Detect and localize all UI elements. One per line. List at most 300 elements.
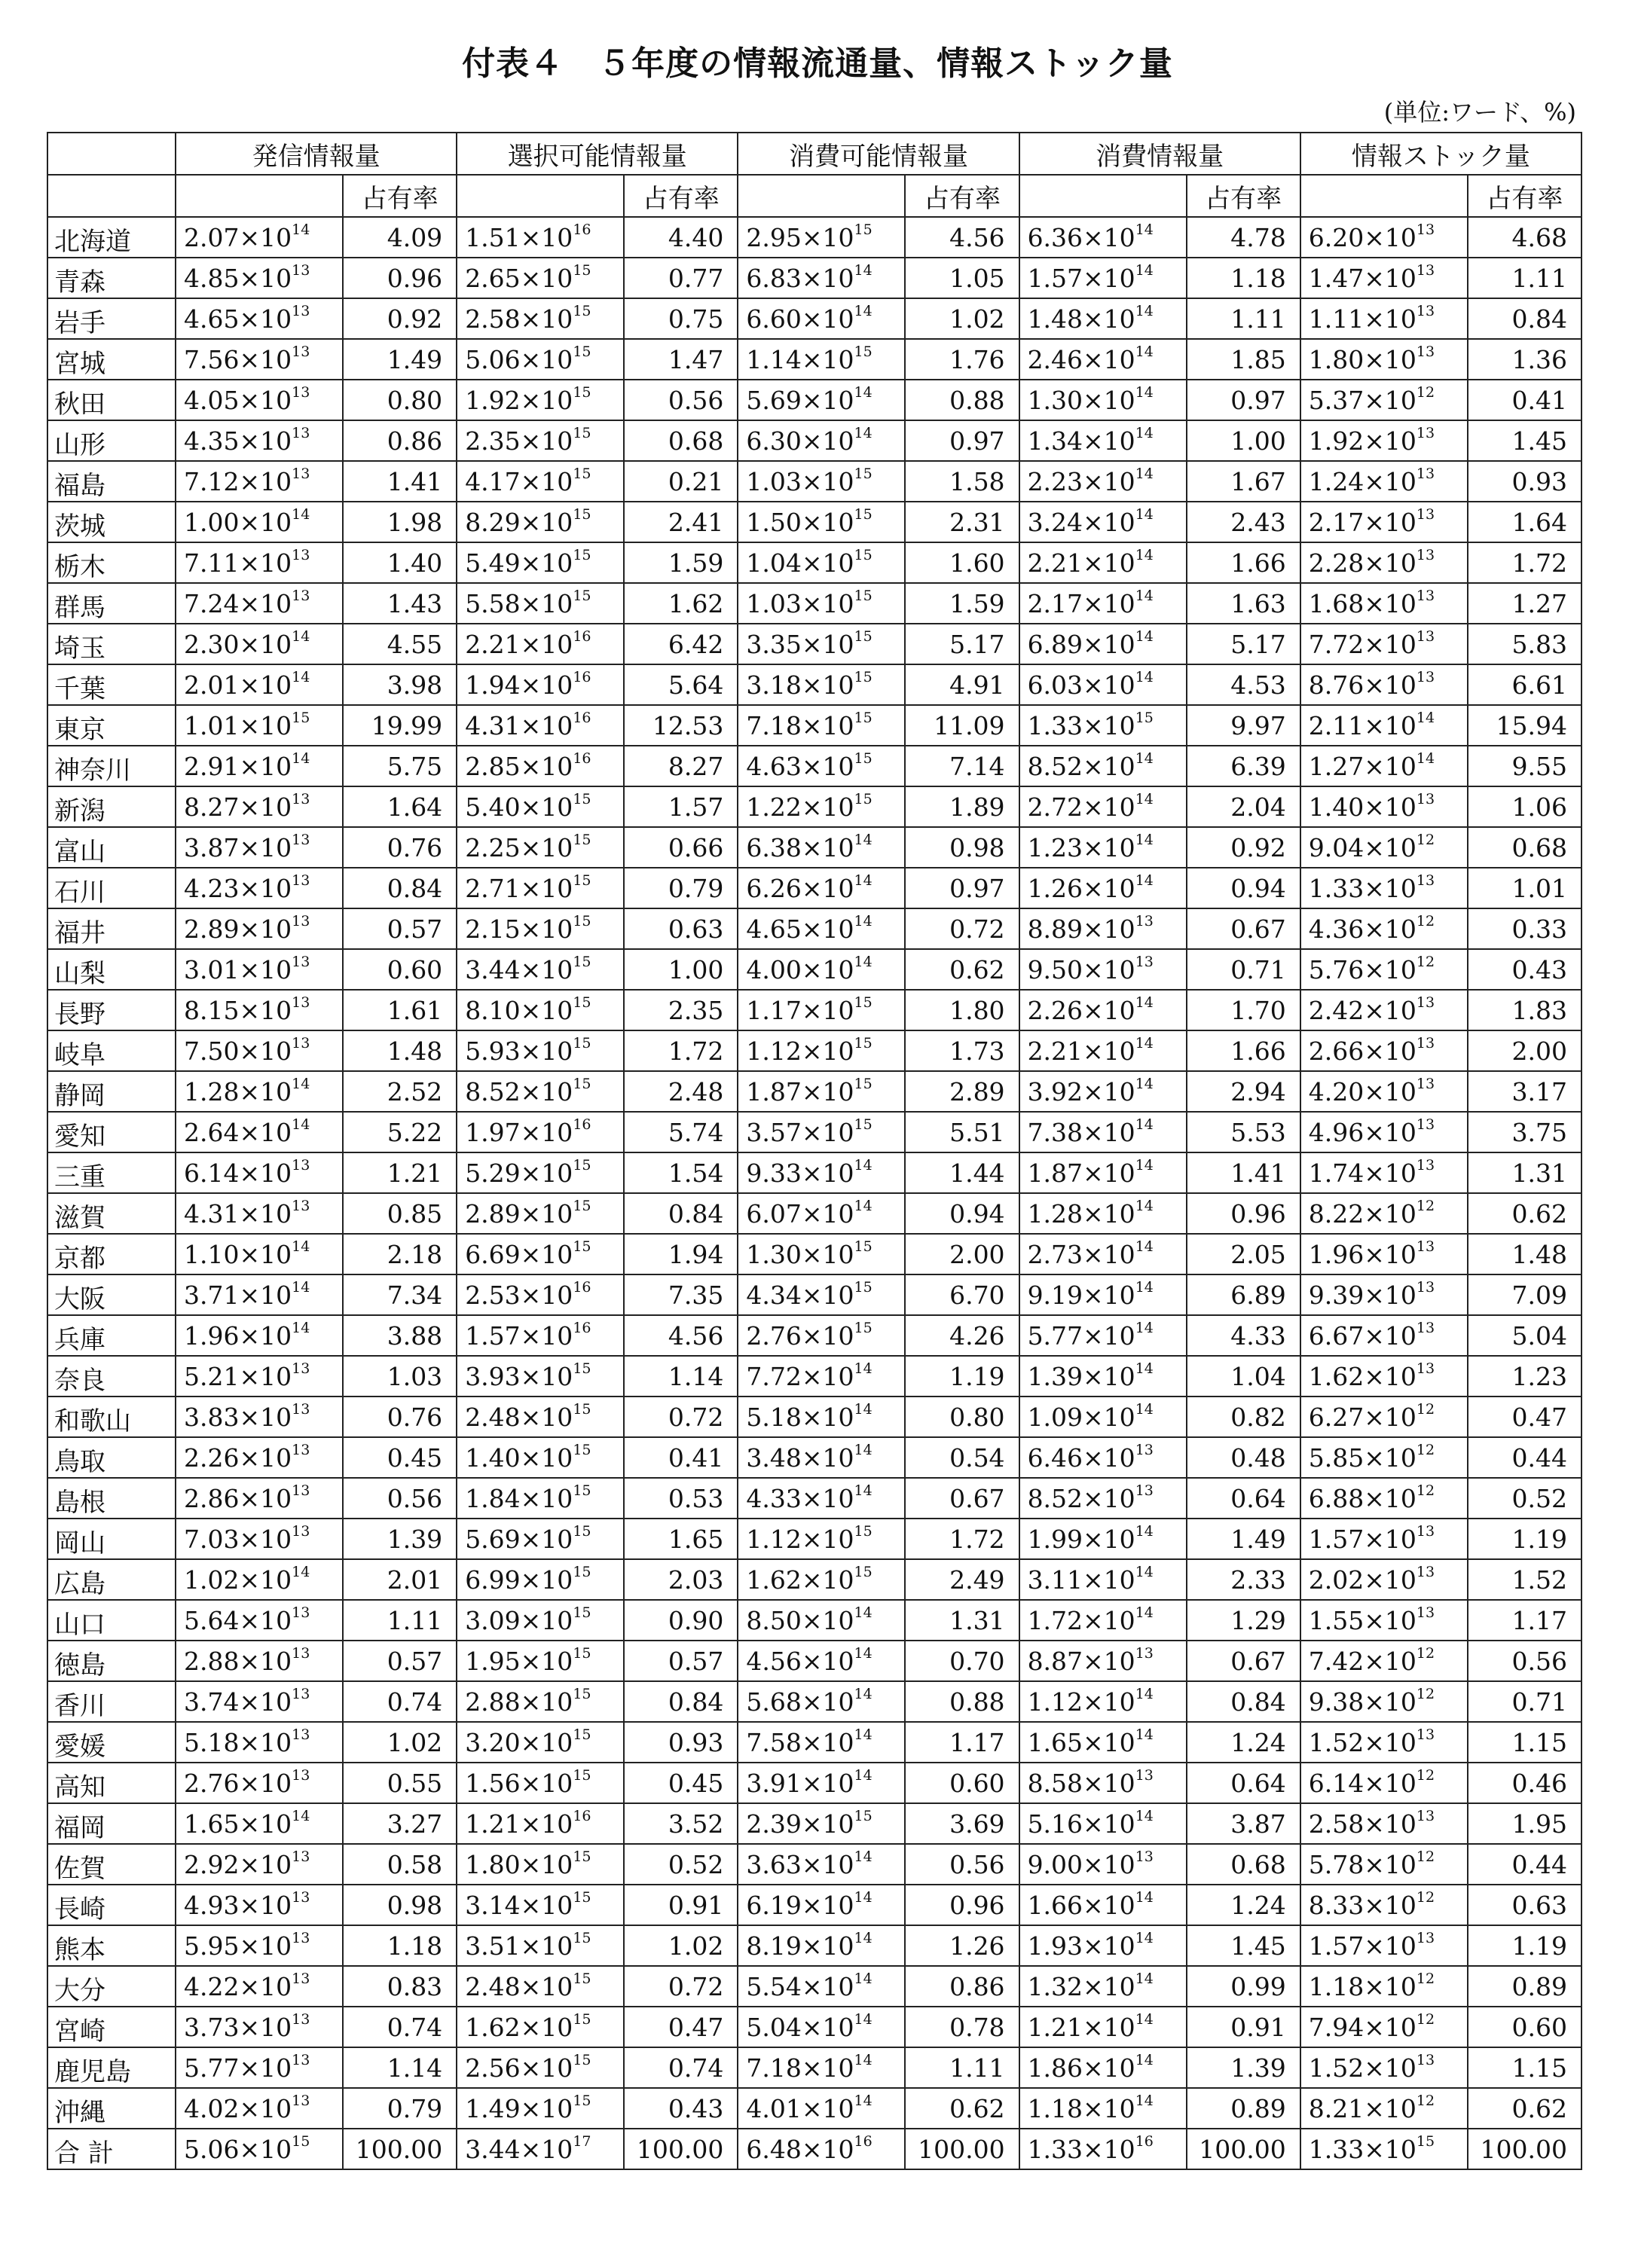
mantissa: 2.95×10 xyxy=(746,222,854,252)
share-cell: 0.54 xyxy=(905,1437,1019,1478)
exponent: 12 xyxy=(1416,1685,1435,1702)
mantissa: 1.18×10 xyxy=(1308,1971,1416,2001)
exponent: 15 xyxy=(573,953,591,970)
exponent: 13 xyxy=(1135,1482,1154,1499)
mantissa: 1.56×10 xyxy=(465,1768,573,1798)
exponent: 15 xyxy=(573,505,591,523)
mantissa: 1.11×10 xyxy=(1308,304,1416,334)
exponent: 13 xyxy=(292,1766,310,1784)
share-cell: 2.48 xyxy=(624,1071,738,1112)
mantissa: 1.57×10 xyxy=(465,1320,573,1351)
share-cell: 0.56 xyxy=(624,380,738,420)
table-row xyxy=(47,1559,1582,1600)
prefecture-name: 福島 xyxy=(47,461,176,502)
prefecture-name: 滋賀 xyxy=(47,1193,176,1234)
prefecture-name: 長崎 xyxy=(47,1885,176,1925)
exponent: 15 xyxy=(573,1075,591,1092)
amount-cell xyxy=(1019,705,1187,746)
exponent: 14 xyxy=(1135,261,1154,279)
mantissa: 2.91×10 xyxy=(184,751,292,781)
table-row xyxy=(47,624,1582,664)
prefecture-name: 三重 xyxy=(47,1152,176,1193)
exponent: 15 xyxy=(573,1929,591,1946)
mantissa: 2.66×10 xyxy=(1308,1036,1416,1066)
share-cell: 0.62 xyxy=(1468,2088,1582,2129)
mantissa: 4.05×10 xyxy=(184,385,292,415)
table-row xyxy=(47,1681,1582,1722)
mantissa: 3.91×10 xyxy=(746,1768,854,1798)
mantissa: 2.21×10 xyxy=(1027,548,1135,578)
amount-cell xyxy=(738,1844,905,1885)
amount-cell xyxy=(738,1356,905,1397)
share-cell: 0.94 xyxy=(905,1193,1019,1234)
mantissa: 1.84×10 xyxy=(465,1483,573,1513)
exponent: 14 xyxy=(854,1604,873,1621)
amount-cell xyxy=(1300,1844,1468,1885)
mantissa: 1.72×10 xyxy=(1027,1605,1135,1635)
amount-cell xyxy=(1300,1559,1468,1600)
amount-cell xyxy=(1019,1234,1187,1274)
mantissa: 1.80×10 xyxy=(465,1849,573,1879)
exponent: 14 xyxy=(1416,709,1435,726)
mantissa: 6.69×10 xyxy=(465,1239,573,1269)
mantissa: 6.89×10 xyxy=(1027,629,1135,659)
table-row xyxy=(47,1274,1582,1315)
share-cell: 0.97 xyxy=(1187,380,1300,420)
exponent: 15 xyxy=(573,1034,591,1052)
mantissa: 6.03×10 xyxy=(1027,670,1135,700)
exponent: 15 xyxy=(573,343,591,360)
sub-header-empty xyxy=(1019,175,1187,217)
amount-cell xyxy=(738,1071,905,1112)
amount-cell xyxy=(176,583,343,624)
mantissa: 5.06×10 xyxy=(465,344,573,374)
amount-cell xyxy=(738,908,905,949)
exponent: 14 xyxy=(1135,302,1154,319)
share-cell: 1.72 xyxy=(624,1030,738,1071)
exponent: 13 xyxy=(292,546,310,563)
share-cell: 0.41 xyxy=(624,1437,738,1478)
exponent: 14 xyxy=(1135,627,1154,645)
prefecture-name: 合 計 xyxy=(47,2129,176,2169)
share-cell: 5.17 xyxy=(905,624,1019,664)
mantissa: 1.96×10 xyxy=(1308,1239,1416,1269)
exponent: 13 xyxy=(1416,505,1435,523)
exponent: 13 xyxy=(1416,668,1435,685)
exponent: 14 xyxy=(1135,2010,1154,2028)
share-cell: 1.98 xyxy=(343,502,457,542)
prefecture-name: 徳島 xyxy=(47,1641,176,1681)
exponent: 15 xyxy=(854,1238,873,1255)
exponent: 12 xyxy=(1416,1644,1435,1662)
exponent: 14 xyxy=(854,953,873,970)
prefecture-name: 長野 xyxy=(47,990,176,1030)
amount-cell xyxy=(176,1681,343,1722)
share-cell: 0.44 xyxy=(1468,1844,1582,1885)
exponent: 14 xyxy=(1135,1563,1154,1580)
table-row xyxy=(47,664,1582,705)
share-cell: 0.67 xyxy=(1187,1641,1300,1681)
exponent: 14 xyxy=(1135,1970,1154,1987)
exponent: 15 xyxy=(573,1726,591,1743)
table-row xyxy=(47,1763,1582,1803)
amount-cell xyxy=(1019,258,1187,298)
exponent: 15 xyxy=(1135,709,1154,726)
exponent: 14 xyxy=(854,1482,873,1499)
share-cell: 0.57 xyxy=(343,1641,457,1681)
amount-cell xyxy=(1019,664,1187,705)
amount-cell xyxy=(738,990,905,1030)
share-cell: 2.04 xyxy=(1187,786,1300,827)
exponent: 14 xyxy=(1135,1929,1154,1946)
mantissa: 2.85×10 xyxy=(465,751,573,781)
mantissa: 5.40×10 xyxy=(465,792,573,822)
exponent: 15 xyxy=(854,343,873,360)
mantissa: 2.07×10 xyxy=(184,222,292,252)
mantissa: 1.66×10 xyxy=(1027,1890,1135,1920)
exponent: 15 xyxy=(854,668,873,685)
amount-cell xyxy=(1019,542,1187,583)
mantissa: 7.56×10 xyxy=(184,344,292,374)
amount-cell xyxy=(1300,1030,1468,1071)
table-row xyxy=(47,339,1582,380)
amount-cell xyxy=(1300,1966,1468,2007)
table-row xyxy=(47,1315,1582,1356)
exponent: 14 xyxy=(1135,1685,1154,1702)
mantissa: 5.95×10 xyxy=(184,1931,292,1961)
prefecture-name: 広島 xyxy=(47,1559,176,1600)
amount-cell xyxy=(176,502,343,542)
share-cell: 0.48 xyxy=(1187,1437,1300,1478)
mantissa: 7.58×10 xyxy=(746,1727,854,1757)
mantissa: 1.57×10 xyxy=(1027,263,1135,293)
exponent: 13 xyxy=(292,1034,310,1052)
mantissa: 2.30×10 xyxy=(184,629,292,659)
mantissa: 1.09×10 xyxy=(1027,1402,1135,1432)
mantissa: 6.38×10 xyxy=(746,832,854,862)
table-row xyxy=(47,217,1582,258)
amount-cell xyxy=(457,1071,624,1112)
exponent: 14 xyxy=(1135,505,1154,523)
prefecture-name: 茨城 xyxy=(47,502,176,542)
exponent: 14 xyxy=(1135,221,1154,238)
mantissa: 5.54×10 xyxy=(746,1971,854,2001)
mantissa: 8.89×10 xyxy=(1027,914,1135,944)
exponent: 13 xyxy=(1416,546,1435,563)
share-cell: 0.72 xyxy=(624,1397,738,1437)
amount-cell xyxy=(457,217,624,258)
mantissa: 1.33×10 xyxy=(1308,2134,1416,2164)
share-cell: 0.72 xyxy=(905,908,1019,949)
amount-cell xyxy=(1019,1763,1187,1803)
amount-cell xyxy=(1300,990,1468,1030)
share-cell: 9.97 xyxy=(1187,705,1300,746)
share-cell: 15.94 xyxy=(1468,705,1582,746)
amount-cell xyxy=(1300,258,1468,298)
share-cell: 1.00 xyxy=(624,949,738,990)
mantissa: 4.34×10 xyxy=(746,1280,854,1310)
share-cell: 0.96 xyxy=(905,1885,1019,1925)
amount-cell xyxy=(1300,1152,1468,1193)
amount-cell xyxy=(1019,1641,1187,1681)
amount-cell xyxy=(1300,380,1468,420)
share-cell: 0.67 xyxy=(905,1478,1019,1519)
share-cell: 1.60 xyxy=(905,542,1019,583)
mantissa: 9.04×10 xyxy=(1308,832,1416,862)
sub-header-empty xyxy=(457,175,624,217)
mantissa: 3.57×10 xyxy=(746,1117,854,1147)
mantissa: 2.28×10 xyxy=(1308,548,1416,578)
amount-cell xyxy=(738,664,905,705)
table-row xyxy=(47,1397,1582,1437)
exponent: 15 xyxy=(573,871,591,889)
exponent: 16 xyxy=(573,1116,591,1133)
exponent: 13 xyxy=(1416,871,1435,889)
exponent: 14 xyxy=(292,1319,310,1336)
amount-cell xyxy=(1019,217,1187,258)
mantissa: 4.20×10 xyxy=(1308,1076,1416,1107)
share-cell: 0.92 xyxy=(343,298,457,339)
amount-cell xyxy=(1019,827,1187,868)
exponent: 15 xyxy=(573,587,591,604)
mantissa: 8.58×10 xyxy=(1027,1768,1135,1798)
table-row xyxy=(47,2088,1582,2129)
amount-cell xyxy=(457,1274,624,1315)
share-cell: 1.23 xyxy=(1468,1356,1582,1397)
share-cell: 1.11 xyxy=(905,2047,1019,2088)
amount-cell xyxy=(1019,990,1187,1030)
amount-cell xyxy=(1019,1600,1187,1641)
share-cell: 5.83 xyxy=(1468,624,1582,664)
exponent: 13 xyxy=(292,1400,310,1418)
amount-cell xyxy=(738,1152,905,1193)
mantissa: 3.18×10 xyxy=(746,670,854,700)
share-cell: 0.78 xyxy=(905,2007,1019,2047)
prefecture-name: 高知 xyxy=(47,1763,176,1803)
amount-cell xyxy=(457,2129,624,2169)
exponent: 17 xyxy=(573,2132,591,2150)
amount-cell xyxy=(457,827,624,868)
share-cell: 1.65 xyxy=(624,1519,738,1559)
mantissa: 6.26×10 xyxy=(746,873,854,903)
exponent: 13 xyxy=(1416,994,1435,1011)
mantissa: 2.48×10 xyxy=(465,1971,573,2001)
share-cell: 1.89 xyxy=(905,786,1019,827)
mantissa: 1.33×10 xyxy=(1027,710,1135,740)
share-cell: 0.75 xyxy=(624,298,738,339)
exponent: 13 xyxy=(1416,1116,1435,1133)
exponent: 15 xyxy=(573,1360,591,1377)
amount-cell xyxy=(176,542,343,583)
amount-cell xyxy=(457,1397,624,1437)
exponent: 14 xyxy=(854,912,873,929)
amount-cell xyxy=(1300,827,1468,868)
amount-cell xyxy=(457,420,624,461)
share-cell: 1.43 xyxy=(343,583,457,624)
share-cell: 0.86 xyxy=(905,1966,1019,2007)
prefecture-name: 大阪 xyxy=(47,1274,176,1315)
table-row xyxy=(47,1803,1582,1844)
share-cell: 1.19 xyxy=(905,1356,1019,1397)
prefecture-name: 鹿児島 xyxy=(47,2047,176,2088)
mantissa: 3.71×10 xyxy=(184,1280,292,1310)
amount-cell xyxy=(176,461,343,502)
mantissa: 5.37×10 xyxy=(1308,385,1416,415)
amount-cell xyxy=(1019,1844,1187,1885)
mantissa: 1.27×10 xyxy=(1308,751,1416,781)
prefecture-name: 岐阜 xyxy=(47,1030,176,1071)
exponent: 13 xyxy=(292,2010,310,2028)
amount-cell xyxy=(176,1274,343,1315)
amount-cell xyxy=(1019,1559,1187,1600)
amount-cell xyxy=(738,1193,905,1234)
share-cell: 0.52 xyxy=(624,1844,738,1885)
amount-cell xyxy=(176,1193,343,1234)
amount-cell xyxy=(1019,2129,1187,2169)
table-row xyxy=(47,705,1582,746)
exponent: 13 xyxy=(1135,1644,1154,1662)
amount-cell xyxy=(1019,1397,1187,1437)
prefecture-name: 福井 xyxy=(47,908,176,949)
mantissa: 1.74×10 xyxy=(1308,1158,1416,1188)
share-cell: 1.41 xyxy=(1187,1152,1300,1193)
mantissa: 9.39×10 xyxy=(1308,1280,1416,1310)
share-cell: 1.24 xyxy=(1187,1885,1300,1925)
exponent: 15 xyxy=(573,1522,591,1540)
exponent: 14 xyxy=(854,1685,873,1702)
exponent: 13 xyxy=(292,383,310,401)
mantissa: 1.93×10 xyxy=(1027,1931,1135,1961)
mantissa: 8.76×10 xyxy=(1308,670,1416,700)
share-cell: 0.45 xyxy=(343,1437,457,1478)
share-cell: 0.58 xyxy=(343,1844,457,1885)
amount-cell xyxy=(176,1885,343,1925)
exponent: 14 xyxy=(1135,1197,1154,1214)
amount-cell xyxy=(457,624,624,664)
prefecture-name: 島根 xyxy=(47,1478,176,1519)
amount-cell xyxy=(1300,1315,1468,1356)
amount-cell xyxy=(457,2007,624,2047)
amount-cell xyxy=(1300,746,1468,786)
amount-cell xyxy=(457,705,624,746)
amount-cell xyxy=(176,339,343,380)
share-cell: 1.05 xyxy=(905,258,1019,298)
exponent: 15 xyxy=(854,505,873,523)
share-cell: 4.09 xyxy=(343,217,457,258)
mantissa: 7.18×10 xyxy=(746,2053,854,2083)
table-row xyxy=(47,2007,1582,2047)
table-row xyxy=(47,1234,1582,1274)
share-cell: 0.60 xyxy=(343,949,457,990)
mantissa: 1.03×10 xyxy=(746,466,854,496)
amount-cell xyxy=(176,258,343,298)
share-cell: 0.47 xyxy=(624,2007,738,2047)
share-cell: 0.45 xyxy=(624,1763,738,1803)
table-row xyxy=(47,868,1582,908)
share-header: 占有率 xyxy=(1187,175,1300,217)
share-cell: 1.02 xyxy=(343,1722,457,1763)
prefecture-name: 東京 xyxy=(47,705,176,746)
exponent: 14 xyxy=(292,749,310,767)
exponent: 13 xyxy=(292,1970,310,1987)
mantissa: 2.26×10 xyxy=(184,1442,292,1473)
share-cell: 5.22 xyxy=(343,1112,457,1152)
mantissa: 1.86×10 xyxy=(1027,2053,1135,2083)
mantissa: 4.33×10 xyxy=(746,1483,854,1513)
exponent: 13 xyxy=(1416,1034,1435,1052)
mantissa: 5.68×10 xyxy=(746,1687,854,1717)
amount-cell xyxy=(738,1315,905,1356)
sub-header-empty xyxy=(1300,175,1468,217)
mantissa: 4.65×10 xyxy=(184,304,292,334)
share-cell: 3.69 xyxy=(905,1803,1019,1844)
prefecture-name: 大分 xyxy=(47,1966,176,2007)
exponent: 12 xyxy=(1416,383,1435,401)
amount-cell xyxy=(176,1437,343,1478)
exponent: 13 xyxy=(1416,627,1435,645)
amount-cell xyxy=(457,1356,624,1397)
exponent: 13 xyxy=(1416,302,1435,319)
share-cell: 6.39 xyxy=(1187,746,1300,786)
exponent: 14 xyxy=(854,1766,873,1784)
mantissa: 4.23×10 xyxy=(184,873,292,903)
share-cell: 2.31 xyxy=(905,502,1019,542)
mantissa: 3.63×10 xyxy=(746,1849,854,1879)
table-row xyxy=(47,1966,1582,2007)
mantissa: 1.33×10 xyxy=(1308,873,1416,903)
mantissa: 1.87×10 xyxy=(1027,1158,1135,1188)
exponent: 12 xyxy=(1416,1482,1435,1499)
mantissa: 5.49×10 xyxy=(465,548,573,578)
exponent: 16 xyxy=(573,1319,591,1336)
exponent: 13 xyxy=(1416,261,1435,279)
share-cell: 0.60 xyxy=(1468,2007,1582,2047)
mantissa: 2.42×10 xyxy=(1308,995,1416,1025)
amount-cell xyxy=(738,1966,905,2007)
exponent: 13 xyxy=(292,1197,310,1214)
amount-cell xyxy=(457,786,624,827)
mantissa: 7.72×10 xyxy=(746,1361,854,1391)
exponent: 15 xyxy=(573,1685,591,1702)
share-cell: 1.24 xyxy=(1187,1722,1300,1763)
exponent: 13 xyxy=(1416,1604,1435,1621)
column-header: 発信情報量 xyxy=(176,133,457,175)
amount-cell xyxy=(738,583,905,624)
amount-cell xyxy=(457,868,624,908)
amount-cell xyxy=(1300,502,1468,542)
share-cell: 0.56 xyxy=(1468,1641,1582,1681)
exponent: 14 xyxy=(854,424,873,441)
share-cell: 4.68 xyxy=(1468,217,1582,258)
exponent: 15 xyxy=(573,1156,591,1174)
mantissa: 6.19×10 xyxy=(746,1890,854,1920)
mantissa: 3.93×10 xyxy=(465,1361,573,1391)
amount-cell xyxy=(1300,1437,1468,1478)
share-cell: 1.45 xyxy=(1187,1925,1300,1966)
share-cell: 0.88 xyxy=(905,380,1019,420)
exponent: 14 xyxy=(1135,1034,1154,1052)
share-cell: 0.86 xyxy=(343,420,457,461)
mantissa: 3.14×10 xyxy=(465,1890,573,1920)
prefecture-name: 和歌山 xyxy=(47,1397,176,1437)
mantissa: 3.24×10 xyxy=(1027,507,1135,537)
amount-cell xyxy=(457,339,624,380)
share-cell: 4.40 xyxy=(624,217,738,258)
share-cell: 1.73 xyxy=(905,1030,1019,1071)
share-cell: 3.87 xyxy=(1187,1803,1300,1844)
share-cell: 9.55 xyxy=(1468,746,1582,786)
share-cell: 0.85 xyxy=(343,1193,457,1234)
